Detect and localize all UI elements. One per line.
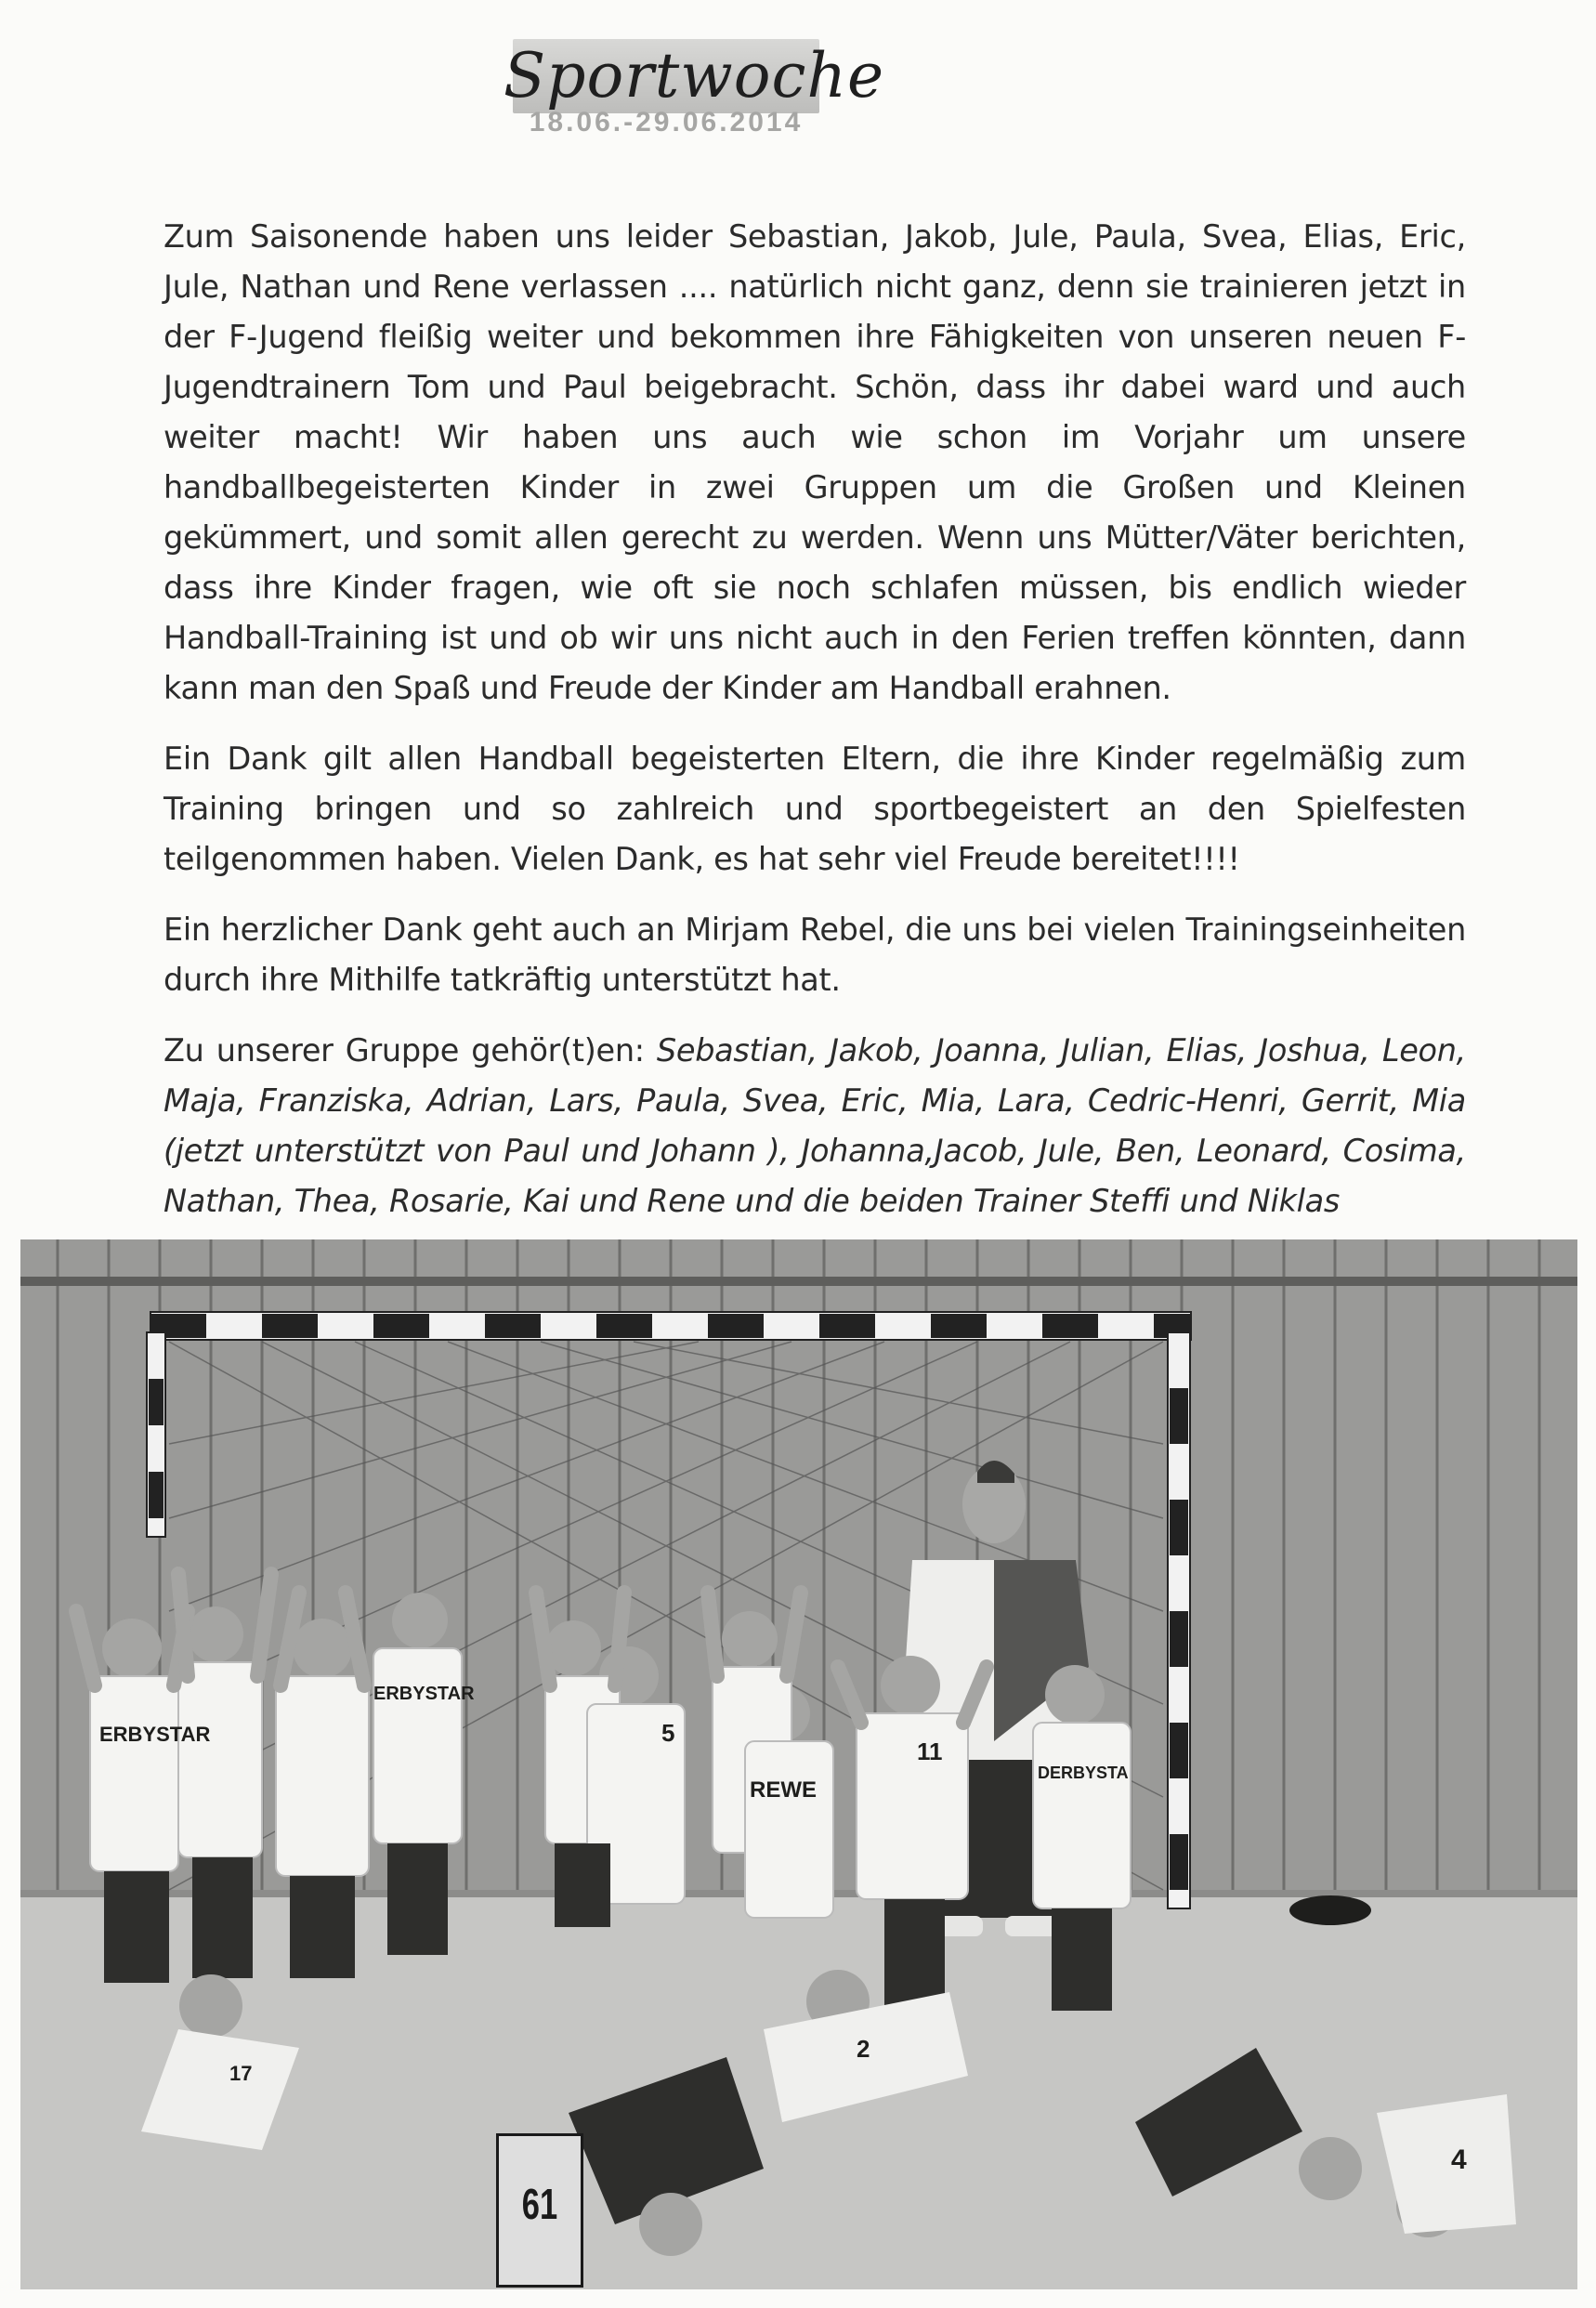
shirt-label-4: DERBYSTA [1038,1764,1129,1782]
shirt-label-8: 4 [1451,2144,1467,2175]
shirt-label-7: 2 [857,2035,870,2063]
shirt-label-6: 11 [917,1738,943,1765]
page-number: 61 [521,2180,558,2228]
shirt-label-2: ERBYSTAR [373,1684,475,1704]
paragraph-group-members [164,1026,1466,1226]
paragraph-season-end: Zum Saisonende haben uns leider Sebastian, Jakob, Jule, Paula, Svea, Elias, Eric, Jule, Nathan und Rene verlassen .... natürlich nicht ganz, denn sie trainieren jetzt in der F-Jugend fleißig weiter und bekommen ihre Fähigkeiten von unseren neuen F-Jugendtrainern Tom und Paul beigebracht. Schön, dass ihr dabei ward und auch weiter macht! Wir haben uns auch wie schon im Vorjahr um unsere handballbegeisterten Kinder in zwei Gruppen um die Großen und Kleinen gekümmert, und somit allen gerecht zu werden. Wenn uns Mütter/Väter berichten, dass ihre Kinder fragen, wie oft sie noch schlafen müssen, bis endlich wieder Handball-Training ist und ob wir uns nicht auch in den Ferien treffen könnten, dann kann man den Spaß und Freude der Kinder am Handball erahnen. [164,218,1466,706]
header-title: Sportwoche [504,40,885,111]
shirt-label-5: 5 [661,1719,675,1747]
shirt-label-9: 17 [229,2062,253,2085]
page-number-box [496,2133,583,2288]
group-names: Sebastian, Jakob, Joanna, Julian, Elias, Joshua, Leon, Maja, Franziska, Adrian, Lars, Paula, Svea, Eric, Mia, Lara, Cedric-Henri, Gerrit, Mia (jetzt unterstützt von Paul und Johann ), Johanna,Jacob, Jule, Ben, Leonard, Cosima, Nathan, Thea, Rosarie, Kai und Rene und die beiden Trainer Steffi und Niklas [164,1032,1466,1219]
shirt-label-1: ERBYSTAR [99,1723,211,1746]
page-header [504,32,885,138]
header-date: 18.06.-29.06.2014 [529,107,804,138]
article-body [164,212,1466,1247]
team-photo-illustration [20,1239,1577,2289]
paragraph-thanks-mirjam: Ein herzlicher Dank geht auch an Mirjam Rebel, die uns bei vielen Trainingseinheiten durch ihre Mithilfe tatkräftig unterstützt hat. [164,911,1466,998]
group-intro: Zu unserer Gruppe gehör(t)en: [164,1032,657,1069]
team-photo [20,1239,1577,2289]
paragraph-thanks-parents: Ein Dank gilt allen Handball begeisterten Eltern, die ihre Kinder regelmäßig zum Training bringen und so zahlreich und sportbegeistert an den Spielfesten teilgenommen haben. Vielen Dank, es hat sehr viel Freude bereitet!!!! [164,741,1466,877]
shirt-label-3: REWE [750,1777,817,1803]
